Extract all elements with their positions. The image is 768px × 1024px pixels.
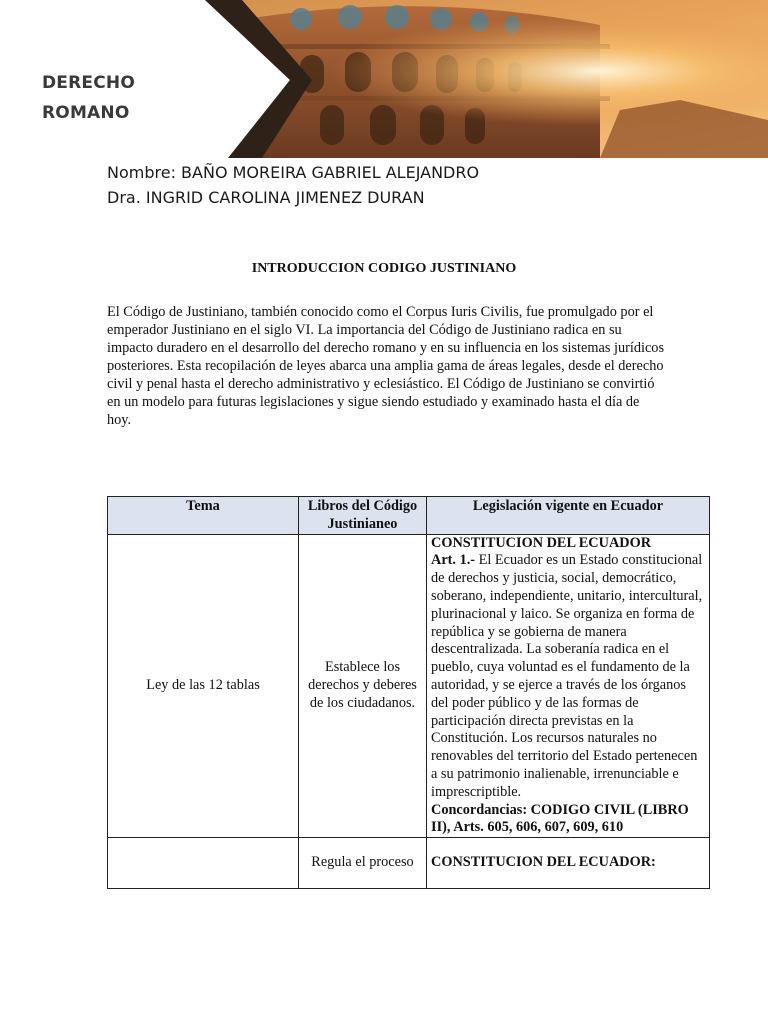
cell-legislacion: CONSTITUCION DEL ECUADOR: <box>427 838 710 889</box>
header-banner <box>0 0 768 158</box>
cell-libros: Regula el proceso <box>299 838 427 889</box>
header-legislacion: Legislación vigente en Ecuador <box>427 497 710 535</box>
cell-libros: Establece los derechos y deberes de los ciudadanos. <box>299 534 427 838</box>
law-title: CONSTITUCION DEL ECUADOR <box>431 534 652 551</box>
article-label: Art. 1.- <box>431 552 476 569</box>
header-tema: Tema <box>108 497 299 535</box>
table-row <box>108 838 710 889</box>
article-text <box>431 552 705 801</box>
cell-legislacion <box>427 534 710 838</box>
comparison-table <box>107 496 710 889</box>
brand-title <box>42 68 135 128</box>
student-name: Nombre: BAÑO MOREIRA GABRIEL ALEJANDRO <box>107 163 480 182</box>
article-body: El Ecuador es un Estado constitucional de derechos y justicia, social, democrático, soberano, independiente, unitario, intercultural, plurinacional y laico. Se organiza en forma de república y se gobierna de manera descentralizada. La soberanía radica en el pueblo, cuya voluntad es el fundamento de la autoridad, y se ejerce a través de los órganos del poder público y de las formas de participación directa previstas en la Constitución. Los recursos naturales no renovables del territorio del Estado pertenecen a su patrimonio inalienable, irrenunciable e imprescriptible. <box>431 552 703 800</box>
header-libros: Libros del Código Justinianeo <box>299 497 427 535</box>
section-title: INTRODUCCION CODIGO JUSTINIANO <box>251 261 517 276</box>
author-block <box>107 160 479 210</box>
table-header-row <box>108 497 710 535</box>
intro-paragraph: El Código de Justiniano, también conocido como el Corpus Iuris Civilis, fue promulgado por el emperador Justiniano en el siglo VI. La importancia del Código de Justiniano radica en su impacto duradero en el desarrollo del derecho romano y en su influencia en los sistemas jurídicos posteriores. Esta recopilación de leyes abarca una amplia gama de áreas legales, desde el derecho civil y penal hasta el derecho administrativo y eclesiástico. El Código de Justiniano se convirtió en un modelo para futuras legislaciones y sigue siendo estudiado y examinado hasta el día de hoy. <box>107 304 665 428</box>
cell-tema: Ley de las 12 tablas <box>108 534 299 838</box>
teacher-name: Dra. INGRID CAROLINA JIMENEZ DURAN <box>107 188 425 207</box>
cell-tema <box>108 838 299 889</box>
brand-line-2: ROMANO <box>42 103 130 123</box>
concordancias: Concordancias: CODIGO CIVIL (LIBRO II), Arts. 605, 606, 607, 609, 610 <box>431 801 689 836</box>
brand-line-1: DERECHO <box>42 73 135 93</box>
table-row <box>108 534 710 838</box>
